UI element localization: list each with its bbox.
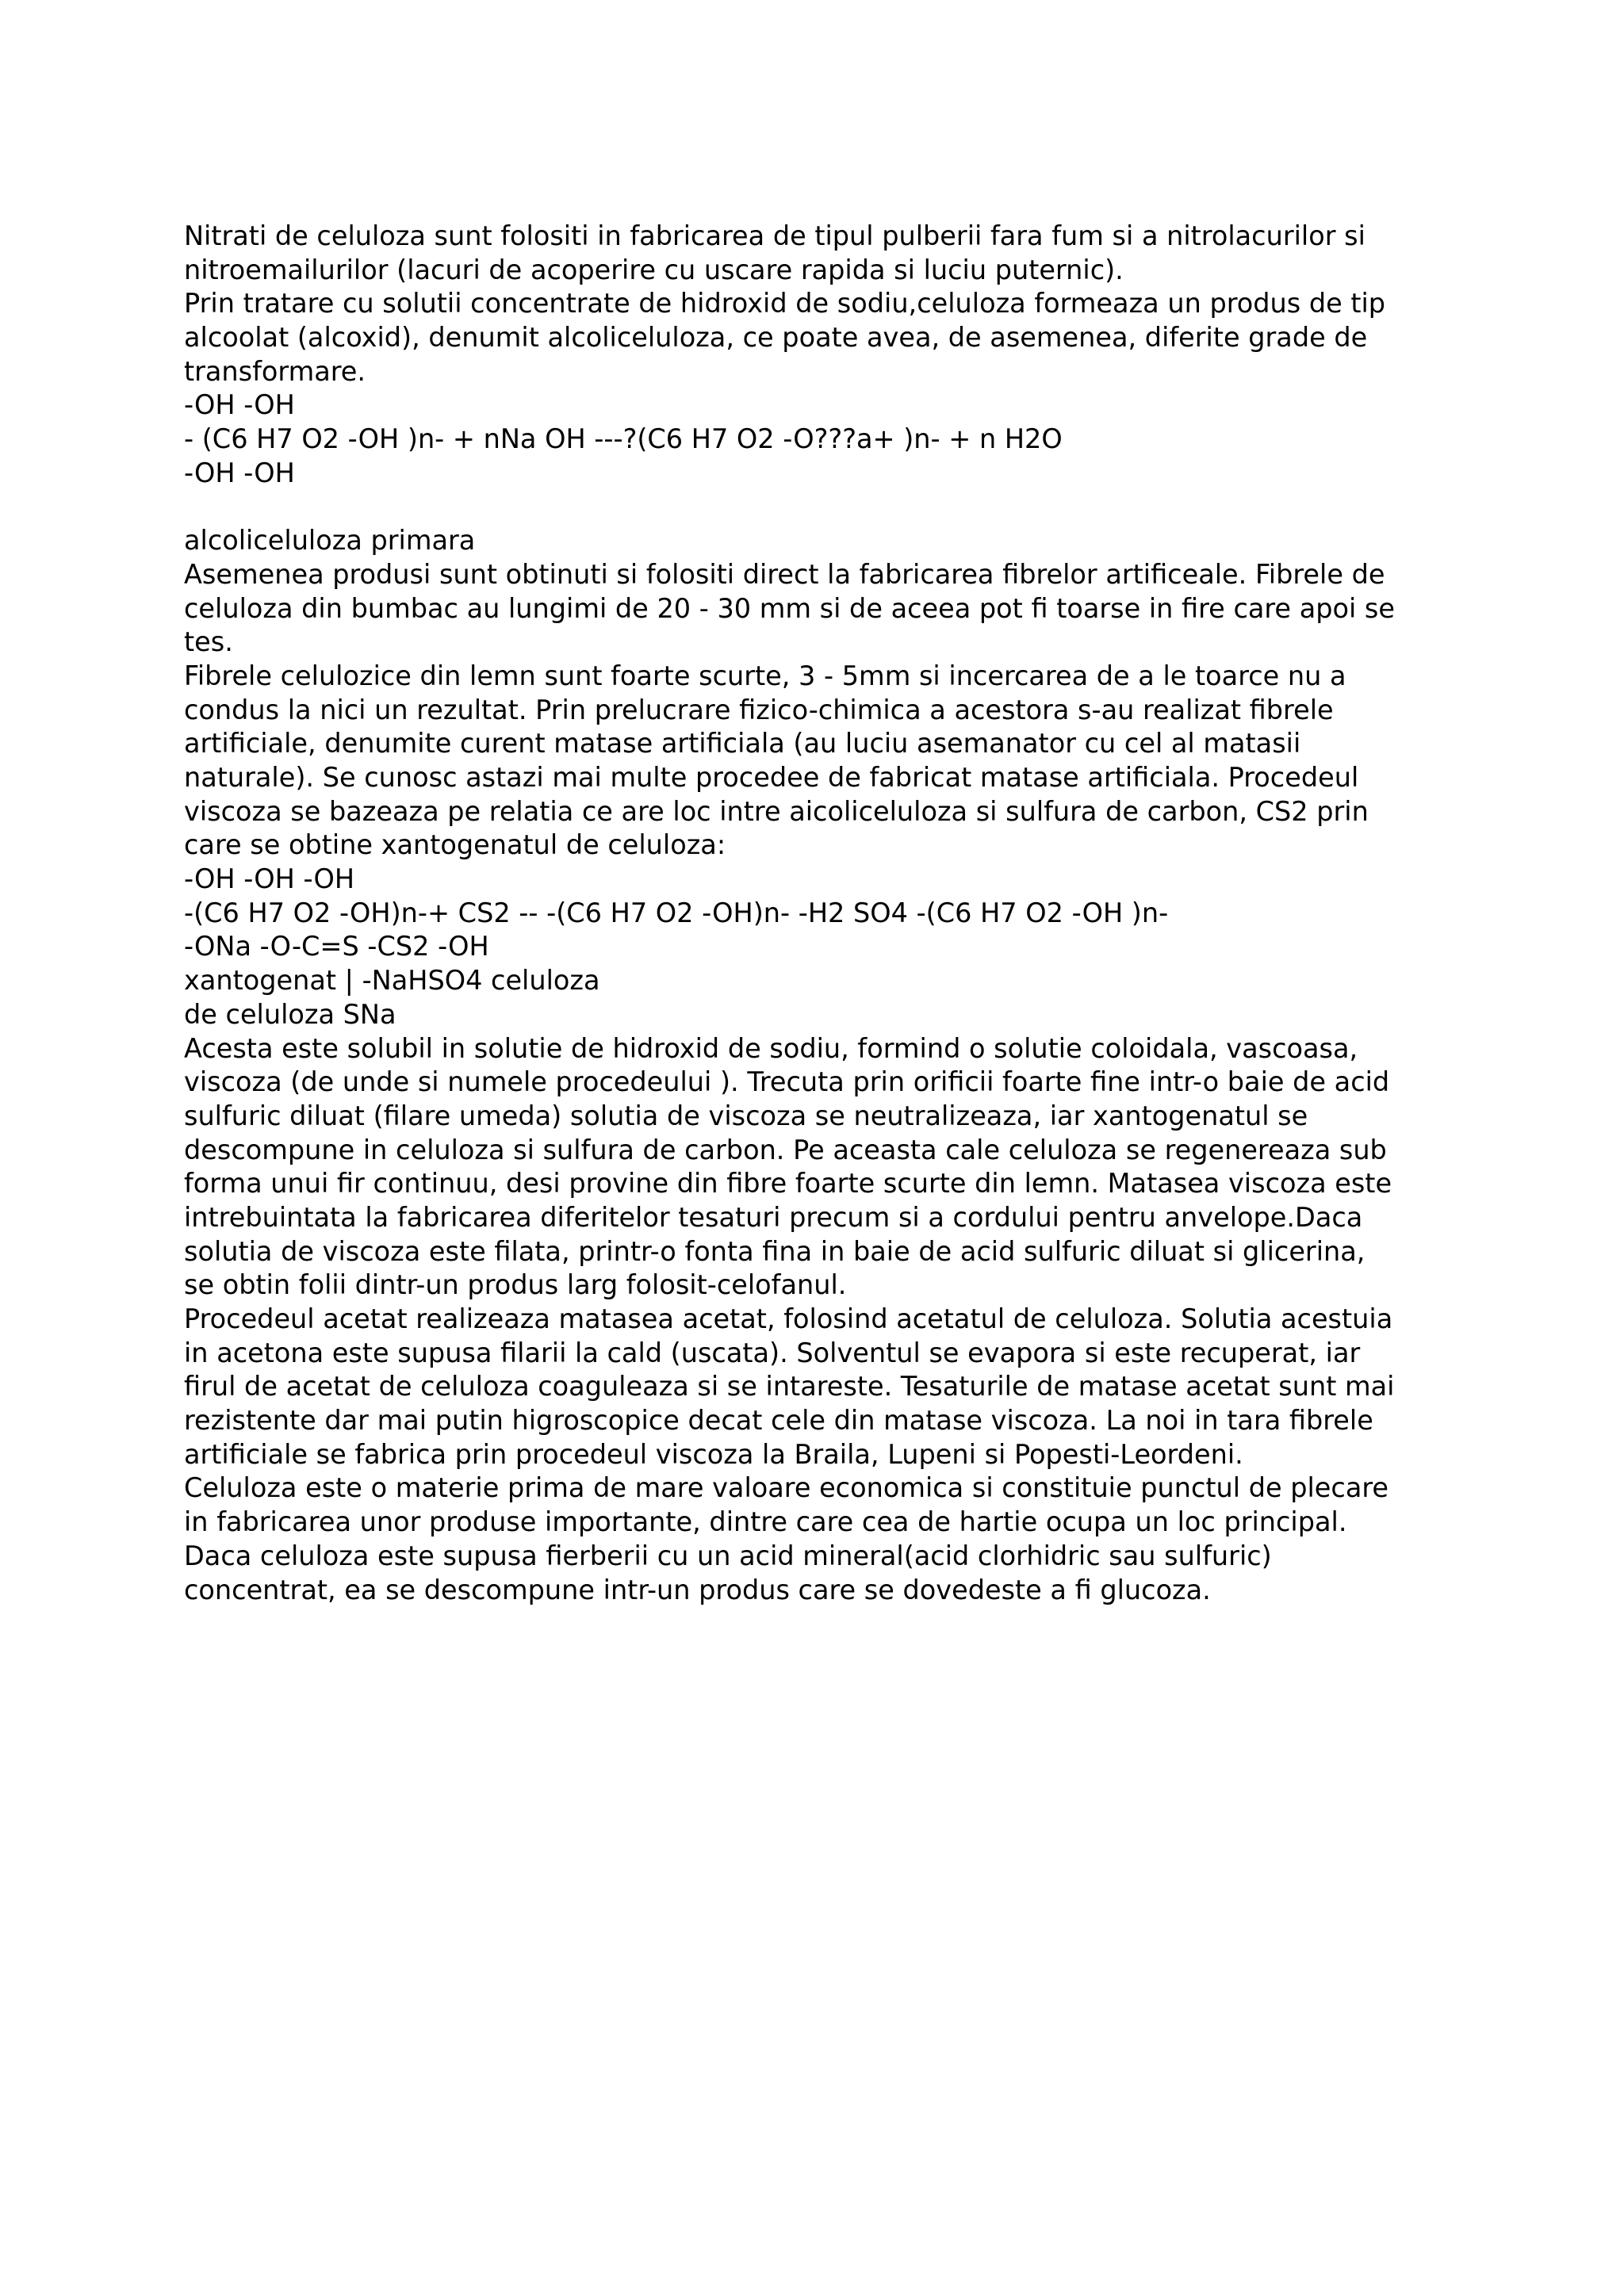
- text-line: sulfuric diluat (filare umeda) solutia de viscoza se neutralizeaza, iar xantogenatul se: [184, 1100, 1308, 1131]
- text-line: Fibrele celulozice din lemn sunt foarte scurte, 3 - 5mm si incercarea de a le toarce nu a: [184, 660, 1346, 691]
- text-line: in fabricarea unor produse importante, dintre care cea de hartie ocupa un loc principal.: [184, 1506, 1347, 1538]
- text-line: Procedeul acetat realizeaza matasea acetat, folosind acetatul de celuloza. Solutia acestuia: [184, 1303, 1393, 1334]
- text-line: alcoolat (alcoxid), denumit alcoliceluloza, ce poate avea, de asemenea, diferite grade de: [184, 322, 1368, 354]
- text-line: naturale). Se cunosc astazi mai multe procedee de fabricat matase artificiala. Procedeul: [184, 762, 1359, 793]
- formula-line: xantogenat | -NaHSO4 celuloza: [184, 965, 600, 997]
- text-line: Daca celuloza este supusa fierberii cu un acid mineral(acid clorhidric sau sulfuric): [184, 1540, 1272, 1571]
- text-line: firul de acetat de celuloza coaguleaza si se intareste. Tesaturile de matase acetat sunt mai: [184, 1371, 1395, 1402]
- formula-line: de celuloza SNa: [184, 998, 396, 1030]
- formula-line: - (C6 H7 O2 -OH )n- + nNa OH ---?(C6 H7 O2 -O???a+ )n- + n H2O: [184, 423, 1063, 455]
- text-line: care se obtine xantogenatul de celuloza:: [184, 829, 726, 861]
- formula-label: alcoliceluloza primara: [184, 525, 476, 557]
- text-line: in acetona este supusa filarii la cald (uscata). Solventul se evapora si este recuperat, iar: [184, 1337, 1361, 1368]
- text-line: Prin tratare cu solutii concentrate de hidroxid de sodiu,celuloza formeaza un produs de tip: [184, 288, 1386, 320]
- formula-line: -OH -OH: [184, 389, 295, 421]
- document-text: [184, 220, 1461, 1607]
- text-line: viscoza (de unde si numele procedeului ). Trecuta prin orificii foarte fine intr-o baie de acid: [184, 1066, 1390, 1098]
- text-line: Asemenea produsi sunt obtinuti si folositi direct la fabricarea fibrelor artificeale. Fibrele de: [184, 558, 1385, 590]
- text-line: descompune in celuloza si sulfura de carbon. Pe aceasta cale celuloza se regenereaza sub: [184, 1134, 1387, 1165]
- formula-line: -OH -OH: [184, 457, 295, 488]
- text-line: nitroemailurilor (lacuri de acoperire cu uscare rapida si luciu puternic).: [184, 254, 1124, 285]
- text-line: condus la nici un rezultat. Prin prelucrare fizico-chimica a acestora s-au realizat fibrele: [184, 694, 1334, 725]
- formula-line: -ONa -O-C=S -CS2 -OH: [184, 931, 489, 962]
- text-line: intrebuintata la fabricarea diferitelor tesaturi precum si a cordului pentru anvelope.Daca: [184, 1201, 1363, 1233]
- text-line: Acesta este solubil in solutie de hidroxid de sodiu, formind o solutie coloidala, vascoasa,: [184, 1032, 1358, 1064]
- text-line: artificiale se fabrica prin procedeul viscoza la Braila, Lupeni si Popesti-Leordeni.: [184, 1438, 1243, 1470]
- text-line: tes.: [184, 626, 233, 658]
- text-line: Celuloza este o materie prima de mare valoare economica si constituie punctul de plecare: [184, 1472, 1389, 1504]
- text-line: Nitrati de celuloza sunt folositi in fabricarea de tipul pulberii fara fum si a nitrolacurilor si: [184, 220, 1365, 251]
- text-line: transformare.: [184, 355, 366, 387]
- text-line: rezistente dar mai putin higroscopice decat cele din matase viscoza. La noi in tara fibrele: [184, 1405, 1373, 1437]
- text-line: se obtin folii dintr-un produs larg folosit-celofanul.: [184, 1269, 847, 1301]
- text-line: viscoza se bazeaza pe relatia ce are loc intre aicoliceluloza si sulfura de carbon, CS2 prin: [184, 795, 1369, 827]
- blank-line: [184, 491, 1461, 525]
- text-line: concentrat, ea se descompune intr-un produs care se dovedeste a fi glucoza.: [184, 1574, 1211, 1605]
- text-line: forma unui fir continuu, desi provine din fibre foarte scurte din lemn. Matasea viscoza este: [184, 1168, 1392, 1200]
- formula-line: -OH -OH -OH: [184, 863, 355, 895]
- formula-line: -(C6 H7 O2 -OH)n-+ CS2 -- -(C6 H7 O2 -OH)n- -H2 SO4 -(C6 H7 O2 -OH )n-: [184, 897, 1169, 928]
- text-line: artificiale, denumite curent matase artificiala (au luciu asemanator cu cel al matasii: [184, 728, 1301, 760]
- text-line: solutia de viscoza este filata, printr-o fonta fina in baie de acid sulfuric diluat si glicerina,: [184, 1235, 1365, 1267]
- text-line: celuloza din bumbac au lungimi de 20 - 30 mm si de aceea pot fi toarse in fire care apoi se: [184, 592, 1395, 624]
